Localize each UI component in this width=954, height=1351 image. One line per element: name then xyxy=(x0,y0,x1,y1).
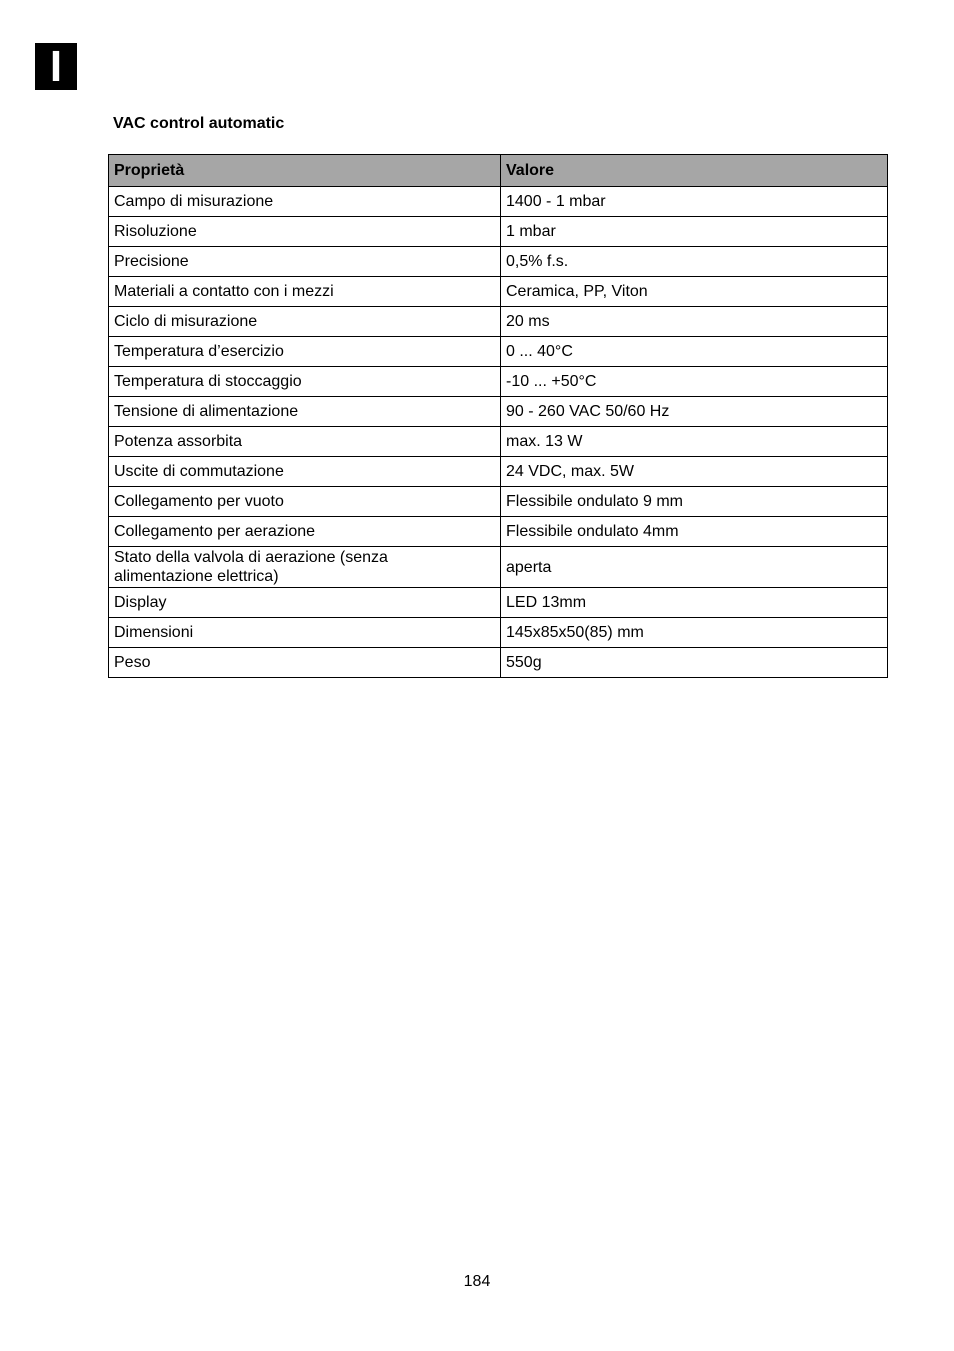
table-header-row xyxy=(109,155,888,187)
header-value: Valore xyxy=(501,155,888,187)
table-row xyxy=(109,427,888,457)
property-cell: Precisione xyxy=(109,247,501,277)
table-row xyxy=(109,307,888,337)
value-cell: 1 mbar xyxy=(501,217,888,247)
value-cell: 24 VDC, max. 5W xyxy=(501,457,888,487)
value-cell: LED 13mm xyxy=(501,588,888,618)
table-row xyxy=(109,367,888,397)
page-number: 184 xyxy=(463,1273,491,1290)
value-cell: max. 13 W xyxy=(501,427,888,457)
property-cell: Collegamento per vuoto xyxy=(109,487,501,517)
specifications-table xyxy=(108,154,888,678)
table-row xyxy=(109,457,888,487)
property-cell: Peso xyxy=(109,648,501,678)
table-row xyxy=(109,187,888,217)
property-cell xyxy=(109,547,501,588)
table-row xyxy=(109,487,888,517)
value-cell: Flessibile ondulato 4mm xyxy=(501,517,888,547)
property-cell: Uscite di commutazione xyxy=(109,457,501,487)
value-cell: 20 ms xyxy=(501,307,888,337)
table-row xyxy=(109,217,888,247)
table-row xyxy=(109,547,888,588)
value-cell: 90 - 260 VAC 50/60 Hz xyxy=(501,397,888,427)
property-cell: Risoluzione xyxy=(109,217,501,247)
table-row xyxy=(109,588,888,618)
property-cell: Temperatura d’esercizio xyxy=(109,337,501,367)
value-cell: Flessibile ondulato 9 mm xyxy=(501,487,888,517)
language-tab: I xyxy=(35,43,77,90)
value-cell: 1400 - 1 mbar xyxy=(501,187,888,217)
property-cell: Display xyxy=(109,588,501,618)
property-cell: Ciclo di misurazione xyxy=(109,307,501,337)
property-cell: Tensione di alimentazione xyxy=(109,397,501,427)
value-cell: 145x85x50(85) mm xyxy=(501,618,888,648)
property-cell: Temperatura di stoccaggio xyxy=(109,367,501,397)
section-title: VAC control automatic xyxy=(113,115,285,132)
table-row xyxy=(109,618,888,648)
property-cell: Dimensioni xyxy=(109,618,501,648)
value-cell: 0,5% f.s. xyxy=(501,247,888,277)
table-row xyxy=(109,337,888,367)
table-row xyxy=(109,247,888,277)
property-cell: Collegamento per aerazione xyxy=(109,517,501,547)
property-line-1: Stato della valvola di aerazione (senza xyxy=(114,549,388,566)
value-cell: Ceramica, PP, Viton xyxy=(501,277,888,307)
property-line-2: alimentazione elettrica) xyxy=(114,568,279,585)
table-row xyxy=(109,648,888,678)
header-property: Proprietà xyxy=(109,155,501,187)
property-cell: Potenza assorbita xyxy=(109,427,501,457)
table-row xyxy=(109,277,888,307)
value-cell: 0 ... 40°C xyxy=(501,337,888,367)
table-row xyxy=(109,397,888,427)
property-cell: Materiali a contatto con i mezzi xyxy=(109,277,501,307)
value-cell: 550g xyxy=(501,648,888,678)
property-cell: Campo di misurazione xyxy=(109,187,501,217)
table-row xyxy=(109,517,888,547)
value-cell: -10 ... +50°C xyxy=(501,367,888,397)
value-cell: aperta xyxy=(501,547,888,588)
